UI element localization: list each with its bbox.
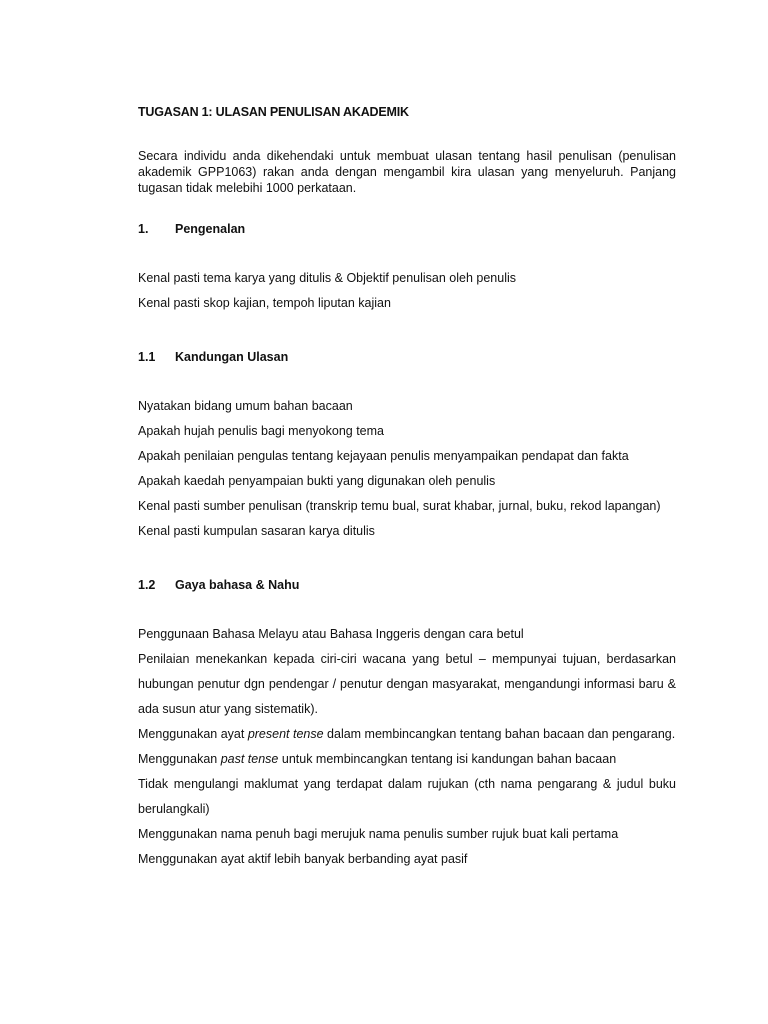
section-number: 1.1 [138, 350, 156, 364]
document-content [138, 104, 676, 872]
section-lines-pengenalan [138, 266, 676, 316]
section-title: Kandungan Ulasan [175, 350, 289, 364]
section-number: 1. [138, 222, 149, 236]
text-line: Kenal pasti sumber penulisan (transkrip temu bual, surat khabar, jurnal, buku, rekod lapangan) [138, 499, 661, 513]
text-line: Penilaian menekankan kepada ciri-ciri wacana yang betul – mempunyai tujuan, berdasarkan hubungan penutur dgn pendengar / penutur dengan masyarakat, mengandungi informasi baru & ada susun atur yang sistematik). [138, 652, 676, 716]
section-title: Pengenalan [175, 222, 246, 236]
section-number: 1.2 [138, 578, 156, 592]
text-line: Apakah kaedah penyampaian bukti yang digunakan oleh penulis [138, 474, 496, 488]
text-line: Menggunakan nama penuh bagi merujuk nama penulis sumber rujuk buat kali pertama [138, 827, 619, 841]
section-lines-gaya-bahasa [138, 622, 676, 872]
text-line-emphasis [138, 747, 676, 772]
document-title: TUGASAN 1: ULASAN PENULISAN AKADEMIK [138, 105, 409, 119]
text-line: Nyatakan bidang umum bahan bacaan [138, 399, 353, 413]
text-line: Kenal pasti tema karya yang ditulis & Objektif penulisan oleh penulis [138, 271, 516, 285]
text-line: Kenal pasti kumpulan sasaran karya ditulis [138, 524, 375, 538]
text-part: untuk membincangkan tentang isi kandungan bahan bacaan [278, 752, 617, 766]
section-heading-gaya-bahasa [138, 577, 676, 593]
text-line: Apakah hujah penulis bagi menyokong tema [138, 424, 385, 438]
section-lines-kandungan-ulasan [138, 394, 676, 544]
text-part: Menggunakan [138, 752, 221, 766]
emphasis-term: present tense [247, 727, 324, 741]
intro-paragraph: Secara individu anda dikehendaki untuk membuat ulasan tentang hasil penulisan (penulisan akademik GPP1063) rakan anda dengan mengambil kira ulasan yang menyeluruh. Panjang tugasan tidak melebihi 1000 perkataan. [138, 149, 676, 195]
text-line: Penggunaan Bahasa Melayu atau Bahasa Inggeris dengan cara betul [138, 627, 524, 641]
emphasis-term: past tense [220, 752, 279, 766]
section-title: Gaya bahasa & Nahu [175, 578, 300, 592]
section-heading-pengenalan [138, 221, 676, 237]
text-line: Menggunakan ayat aktif lebih banyak berbanding ayat pasif [138, 852, 468, 866]
text-line: Tidak mengulangi maklumat yang terdapat dalam rujukan (cth nama pengarang & judul buku berulangkali) [138, 777, 676, 816]
text-line-emphasis [138, 722, 676, 747]
text-part: dalam membincangkan tentang bahan bacaan dan pengarang. [323, 727, 676, 741]
text-line: Kenal pasti skop kajian, tempoh liputan kajian [138, 296, 391, 310]
text-line: Apakah penilaian pengulas tentang kejayaan penulis menyampaikan pendapat dan fakta [138, 449, 629, 463]
text-part: Menggunakan ayat [138, 727, 248, 741]
section-heading-kandungan-ulasan [138, 349, 676, 365]
